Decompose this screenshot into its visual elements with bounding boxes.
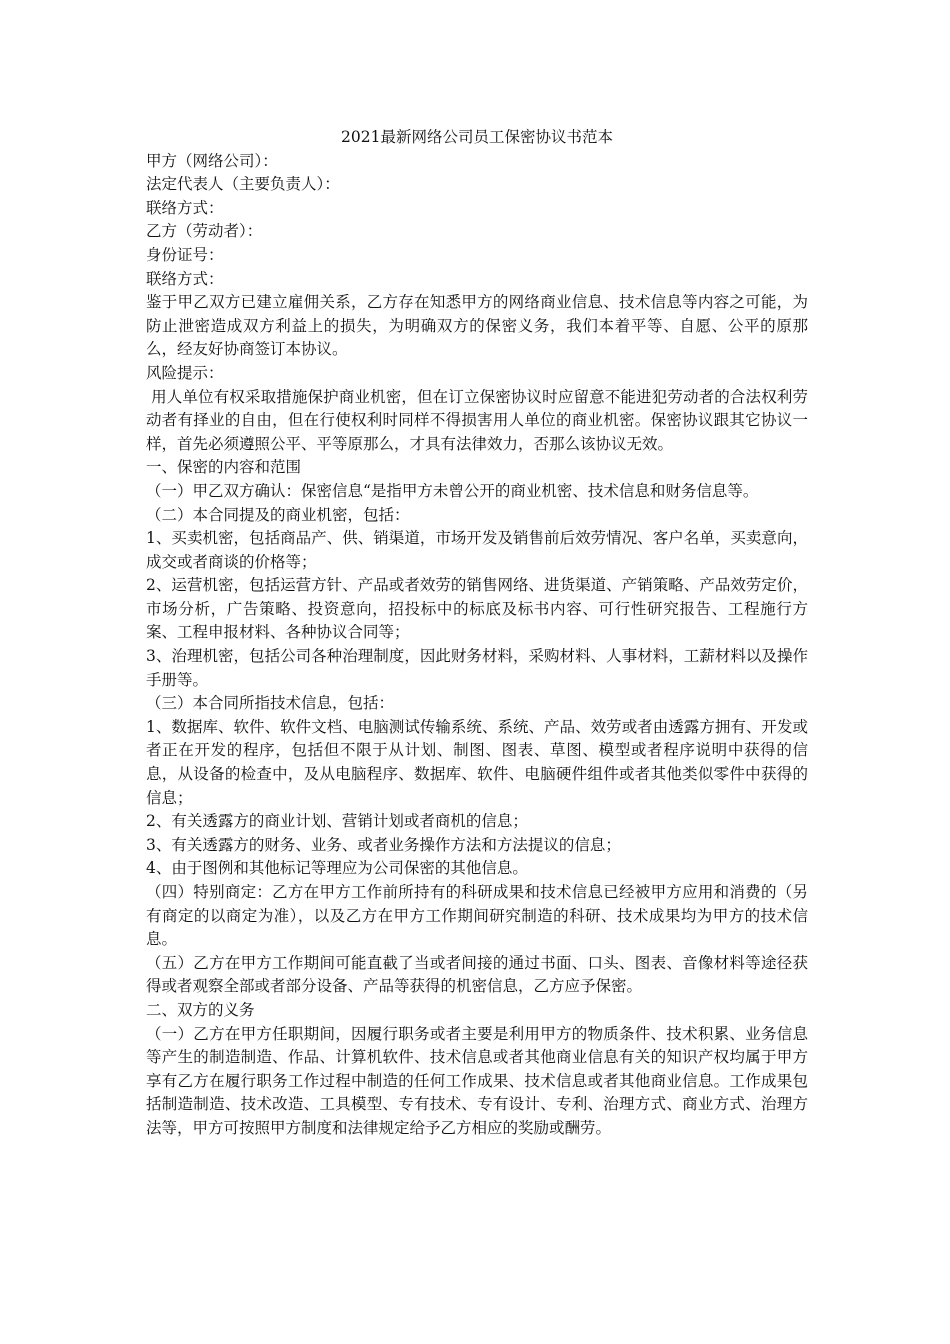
clause-1-4: （四）特别商定：乙方在甲方工作前所持有的科研成果和技术信息已经被甲方应用和消费的（另有商定的以商定为准），以及乙方在甲方工作期间研究制造的科研、技术成果均为甲方的技术信息。 — [146, 883, 808, 949]
party-a-line: 甲方（网络公司）： — [146, 151, 278, 170]
risk-notice-paragraph: 用人单位有权采取措施保护商业机密，但在订立保密协议时应留意不能进犯劳动者的合法权利劳动者有择业的自由，但在行使权利时同样不得损害用人单位的商业机密。保密协议跟其它协议一样，首先必须遵照公平、平等原那么，才具有法律效力，否那么该协议无效。 — [146, 387, 808, 453]
risk-notice-heading: 风险提示： — [146, 363, 224, 382]
list-item: 2、有关透露方的商业计划、营销计划或者商机的信息； — [146, 812, 528, 831]
clause-1-3: （三）本合同所指技术信息，包括： — [146, 694, 395, 713]
clause-2-1: （一）乙方在甲方任职期间，因履行职务或者主要是利用甲方的物质条件、技术积累、业务信息等产生的制造制造、作品、计算机软件、技术信息或者其他商业信息有关的知识产权均属于甲方享有乙方在履行职务工作过程中制造的任何工作成果、技术信息或者其他商业信息。工作成果包括制造制造、技术改造、工具模型、专有技术、专有设计、专利、治理方式、商业方式、治理方法等，甲方可按照甲方制度和法律规定给予乙方相应的奖励或酬劳。 — [146, 1024, 808, 1137]
legal-representative-line: 法定代表人（主要负责人）： — [146, 175, 340, 194]
party-b-contact-line: 联络方式： — [146, 269, 224, 288]
clause-1-2: （二）本合同提及的商业机密，包括： — [146, 505, 410, 524]
clause-1-5: （五）乙方在甲方工作期间可能直截了当或者间接的通过书面、口头、图表、音像材料等途径获得或者观察全部或者部分设备、产品等获得的机密信息，乙方应予保密。 — [146, 953, 808, 996]
party-a-contact-line: 联络方式： — [146, 198, 224, 217]
list-item: 1、买卖机密，包括商品产、供、销渠道，市场开发及销售前后效劳情况、客户名单，买卖意向，成交或者商谈的价格等； — [146, 529, 808, 571]
id-number-line: 身份证号： — [146, 245, 224, 264]
section-1-heading: 一、保密的内容和范围 — [146, 458, 302, 477]
document-body — [146, 126, 808, 1141]
section-2-heading: 二、双方的义务 — [146, 1000, 255, 1019]
clause-1-1: （一）甲乙双方确认：保密信息“是指甲方未曾公开的商业机密、技术信息和财务信息等。 — [146, 481, 759, 500]
list-item: 1、数据库、软件、软件文档、电脑测试传输系统、系统、产品、效劳或者由透露方拥有、开发或者正在开发的程序，包括但不限于从计划、制图、图表、草图、模型或者程序说明中获得的信息，从设备的检查中，及从电脑程序、数据库、软件、电脑硬件组件或者其他类似零件中获得的信息； — [146, 717, 808, 807]
party-b-line: 乙方（劳动者）： — [146, 222, 263, 241]
list-item: 3、治理机密，包括公司各种治理制度，因此财务材料，采购材料、人事材料，工薪材料以及操作手册等。 — [146, 647, 808, 689]
list-item: 2、运营机密，包括运营方针、产品或者效劳的销售网络、进货渠道、产销策略、产品效劳定价，市场分析，广告策略、投资意向，招投标中的标底及标书内容、可行性研究报告、工程施行方案、工程申报材料、各种协议合同等； — [146, 576, 808, 642]
preamble-paragraph: 鉴于甲乙双方已建立雇佣关系，乙方存在知悉甲方的网络商业信息、技术信息等内容之可能，为防止泄密造成双方利益上的损失，为明确双方的保密义务，我们本着平等、自愿、公平的原那么，经友好协商签订本协议。 — [146, 293, 808, 359]
document-title: 2021最新网络公司员工保密协议书范本 — [341, 128, 613, 146]
list-item: 3、有关透露方的财务、业务、或者业务操作方法和方法提议的信息； — [146, 835, 621, 854]
list-item: 4、由于图例和其他标记等理应为公司保密的其他信息。 — [146, 859, 528, 878]
